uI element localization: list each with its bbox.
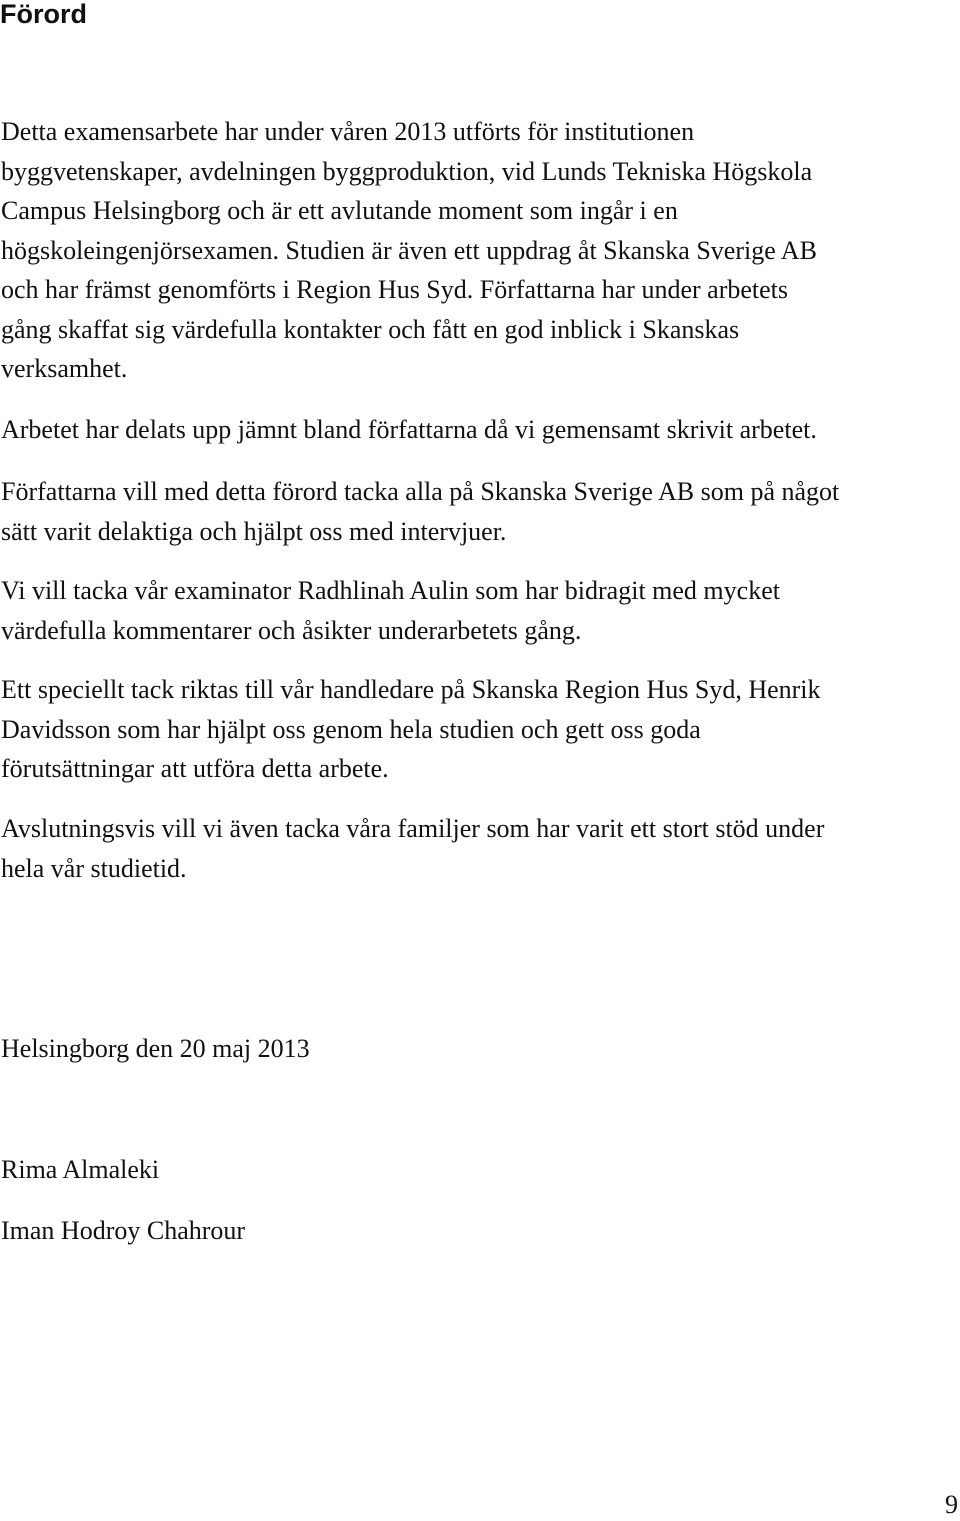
- text-line: värdefulla kommentarer och åsikter underarbetets gång.: [1, 615, 582, 645]
- text-line: Vi vill tacka vår examinator Radhlinah Aulin som har bidragit med mycket: [1, 576, 780, 605]
- text-line: sätt varit delaktiga och hjälpt oss med intervjuer.: [1, 516, 507, 546]
- text-line: Davidsson som har hjälpt oss genom hela studien och gett oss goda: [1, 714, 701, 744]
- text-line: hela vår studietid.: [1, 853, 187, 883]
- paragraph-thanks-skanska: [1, 472, 839, 551]
- text-line: byggvetenskaper, avdelningen byggproduktion, vid Lunds Tekniska Högskola: [1, 156, 813, 186]
- paragraph-work-division: [1, 410, 817, 450]
- text-line: och har främst genomförts i Region Hus Syd. Författarna har under arbetets: [1, 275, 789, 304]
- text-line: Detta examensarbete har under våren 2013 utförts för institutionen: [1, 117, 695, 146]
- text-line: högskoleingenjörsexamen. Studien är även ett uppdrag åt Skanska Sverige AB: [1, 235, 817, 265]
- author-name: Iman Hodroy Chahrour: [1, 1216, 246, 1245]
- text-line: Ett speciellt tack riktas till vår handledare på Skanska Region Hus Syd, Henrik: [1, 675, 821, 704]
- text-line: gång skaffat sig värdefulla kontakter och fått en god inblick i Skanskas: [1, 314, 740, 344]
- paragraph-thanks-examiner: [1, 571, 780, 650]
- page-number: 9: [945, 1490, 958, 1519]
- paragraph-thanks-supervisor: [1, 670, 821, 789]
- text-line: verksamhet.: [1, 354, 128, 383]
- text-line: Arbetet har delats upp jämnt bland författarna då vi gemensamt skrivit arbetet.: [1, 415, 817, 444]
- text-line: Avslutningsvis vill vi även tacka våra familjer som har varit ett stort stöd under: [1, 814, 825, 843]
- page-heading: Förord: [0, 0, 87, 29]
- text-line: förutsättningar att utföra detta arbete.: [1, 754, 389, 783]
- text-line: Författarna vill med detta förord tacka alla på Skanska Sverige AB som på något: [1, 477, 840, 506]
- paragraph-thanks-families: [1, 809, 824, 888]
- place-date: Helsingborg den 20 maj 2013: [1, 1034, 310, 1063]
- text-line: Campus Helsingborg och är ett avlutande moment som ingår i en: [1, 196, 678, 225]
- author-name: Rima Almaleki: [1, 1155, 160, 1184]
- paragraph-introduction: [1, 112, 817, 389]
